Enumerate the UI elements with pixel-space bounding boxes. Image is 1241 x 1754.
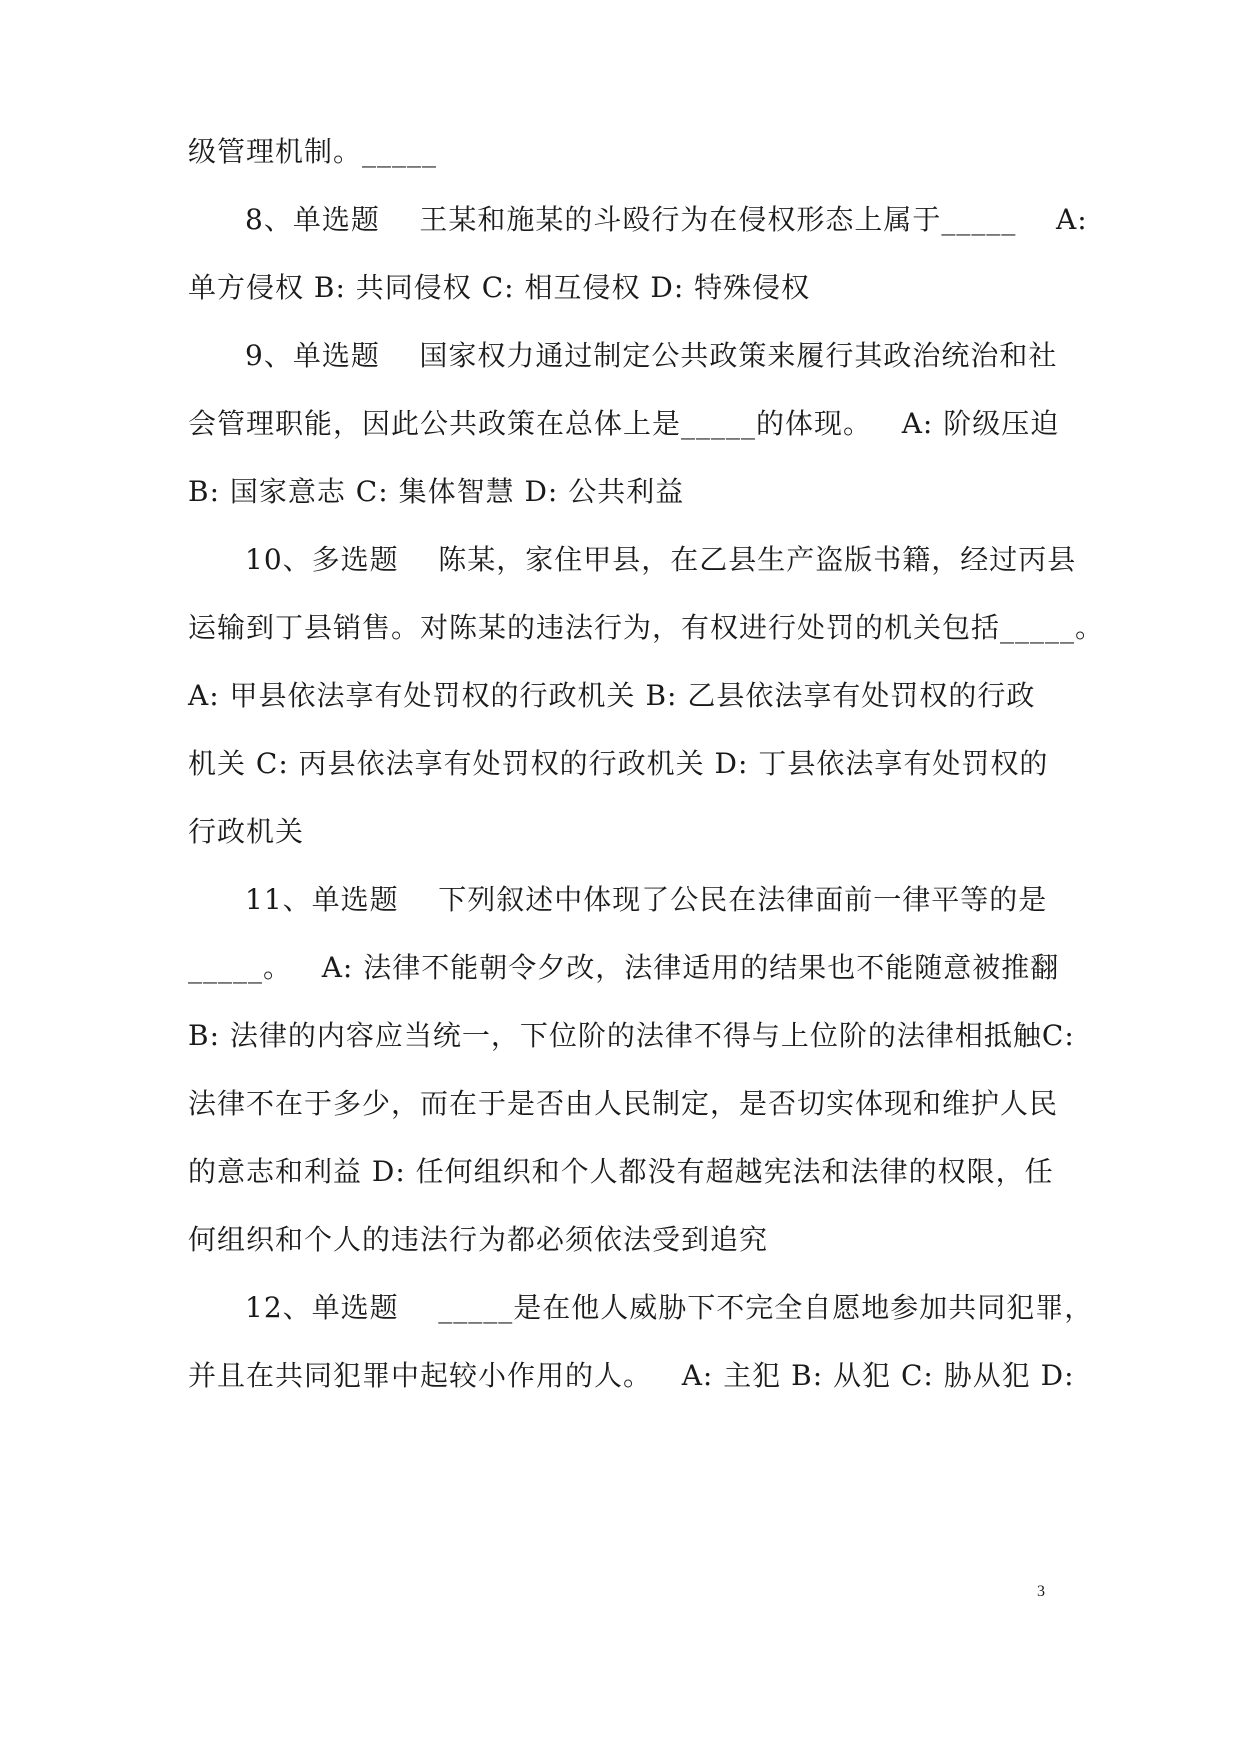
question-11-options: 何组织和个人的违法行为都必须依法受到追究 [188, 1223, 769, 1256]
question-9-header: 9、单选题 国家权力通过制定公共政策来履行其政治统治和社 [245, 339, 1058, 372]
question-12-options: 并且在共同犯罪中起较小作用的人。 A: 主犯 B: 从犯 C: 胁从犯 D: [188, 1359, 1075, 1392]
question-10-options: A: 甲县依法享有处罚权的行政机关 B: 乙县依法享有处罚权的行政 [188, 679, 1036, 712]
question-11-options: 的意志和利益 D: 任何组织和个人都没有超越宪法和法律的权限，任 [188, 1155, 1054, 1188]
question-11-options: _____。 A: 法律不能朝令夕改，法律适用的结果也不能随意被推翻 [188, 951, 1060, 984]
question-10-options: 机关 C: 丙县依法享有处罚权的行政机关 D: 丁县依法享有处罚权的 [188, 747, 1049, 780]
question-11-header: 11、单选题 下列叙述中体现了公民在法律面前一律平等的是 [245, 883, 1048, 916]
question-8-options: 单方侵权 B: 共同侵权 C: 相互侵权 D: 特殊侵权 [188, 271, 811, 304]
question-10-header: 10、多选题 陈某，家住甲县，在乙县生产盗版书籍，经过丙县 [245, 543, 1077, 576]
question-12-header: 12、单选题 _____是在他人威胁下不完全自愿地参加共同犯罪， [245, 1291, 1094, 1324]
text-line: 级管理机制。_____ [188, 135, 438, 168]
question-10-options: 行政机关 [188, 815, 305, 848]
question-10-text: 运输到丁县销售。对陈某的违法行为，有权进行处罚的机关包括_____。 [188, 611, 1105, 644]
question-9-options: B: 国家意志 C: 集体智慧 D: 公共利益 [188, 475, 685, 508]
question-9-text: 会管理职能，因此公共政策在总体上是_____的体现。 A: 阶级压迫 [188, 407, 1060, 440]
question-11-options: 法律不在于多少，而在于是否由人民制定，是否切实体现和维护人民 [188, 1087, 1059, 1120]
question-11-options: B: 法律的内容应当统一，下位阶的法律不得与上位阶的法律相抵触C: [188, 1019, 1075, 1052]
page-number: 3 [1037, 1583, 1045, 1600]
question-8-header: 8、单选题 王某和施某的斗殴行为在侵权形态上属于_____ A: [245, 203, 1088, 236]
